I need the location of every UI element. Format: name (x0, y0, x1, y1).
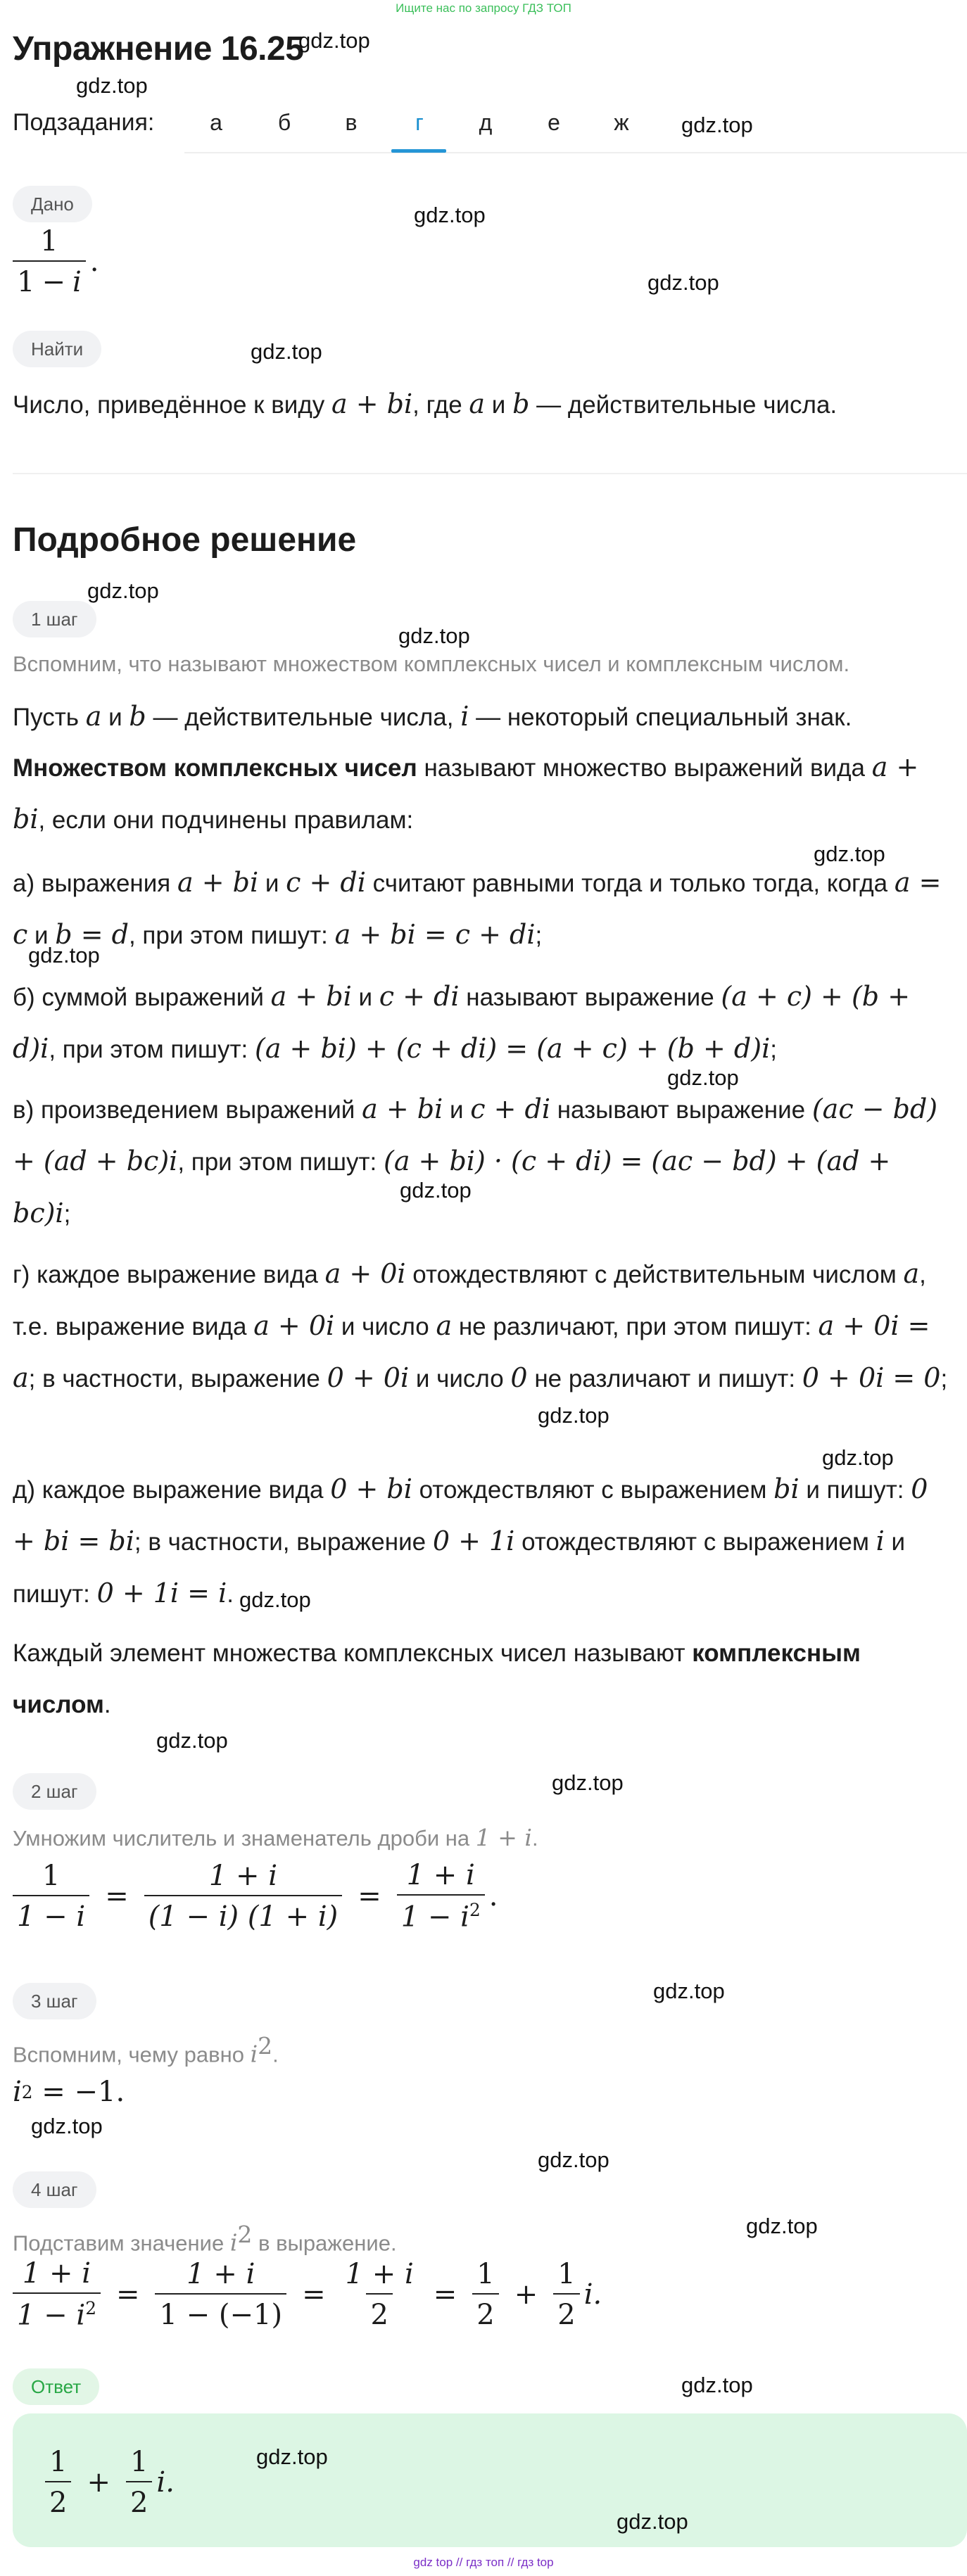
tab-zh[interactable]: ж (614, 110, 629, 135)
step1-p4 (13, 971, 956, 1075)
numerator: 1 + i (406, 1859, 475, 1891)
exponent: 2 (21, 2081, 33, 2102)
math: i (876, 1525, 885, 1556)
step1-p3 (13, 857, 956, 961)
text: . (227, 1580, 234, 1608)
step1-p6 (13, 1248, 956, 1404)
math: a + bi = c + di (334, 919, 536, 950)
base: i (13, 2076, 22, 2108)
text: и (485, 391, 513, 419)
denominator: 2 (126, 2481, 152, 2519)
watermark: gdz.top (617, 2509, 688, 2534)
math: a (436, 1310, 453, 1341)
numerator: 1 (557, 2257, 576, 2290)
text: — действительные числа, (146, 704, 461, 731)
text: , если они подчинены правилам: (38, 806, 414, 834)
text: . (531, 1826, 538, 1851)
text: отождествляют с выражением (412, 1476, 774, 1504)
watermark: gdz.top (667, 1065, 739, 1090)
text: ; (940, 1365, 948, 1392)
text: ; в частности, выражение (28, 1365, 327, 1392)
watermark: gdz.top (31, 2114, 103, 2138)
math: 0 + 1i = i (96, 1578, 227, 1609)
math: a + bi (177, 867, 259, 898)
math: 0 + 0i (327, 1362, 410, 1393)
tab-e[interactable]: е (548, 110, 560, 135)
factor: (1 − i) (148, 1900, 239, 1933)
watermark: gdz.top (28, 943, 100, 967)
step4-equation (13, 2257, 602, 2331)
math: bi (386, 388, 413, 419)
text: Число, приведённое к виду (13, 391, 332, 419)
text: и (351, 984, 379, 1011)
math: a + bi (362, 1093, 443, 1124)
math: 0 + 0i = 0 (802, 1362, 941, 1393)
math: i (460, 701, 469, 732)
watermark: gdz.top (398, 623, 470, 648)
step2-badge: 2 шаг (13, 1773, 96, 1810)
text: не различают и пишут: (527, 1365, 802, 1392)
text: и (443, 1096, 471, 1124)
numerator: 1 (129, 2446, 148, 2478)
text: — некоторый специальный знак. (469, 704, 852, 731)
denominator: 1 − i (13, 1895, 89, 1933)
watermark: gdz.top (538, 1403, 609, 1428)
math: a + bi (13, 751, 919, 835)
text: и (27, 922, 56, 949)
text: Каждый элемент множества комплексных чисел называют (13, 1639, 693, 1667)
equals-sign: = (433, 2278, 457, 2311)
math: a (331, 388, 348, 419)
exponent: 2 (258, 2032, 273, 2060)
bold-term: комплексным числом (13, 1639, 861, 1718)
text: Пусть (13, 704, 86, 731)
watermark: gdz.top (681, 113, 753, 137)
text: а) выражения (13, 870, 177, 897)
plus-sign: + (87, 2466, 110, 2499)
watermark: gdz.top (681, 2373, 753, 2397)
denominator: 1 − i (400, 1901, 469, 1934)
given-num: 1 (40, 225, 58, 258)
subtask-tabs (184, 97, 967, 153)
numerator: 1 + i (22, 2257, 91, 2290)
math: a + 0i = a (13, 1310, 930, 1393)
tab-v[interactable]: в (345, 110, 358, 135)
text: и пишут: (799, 1476, 911, 1504)
numerator: 1 + i (187, 2257, 255, 2290)
divider (13, 473, 967, 474)
math: a (903, 1258, 920, 1289)
text: не различают, при этом пишут: (452, 1313, 819, 1340)
exponent: 2 (469, 1900, 481, 1920)
denominator: 2 (472, 2293, 498, 2331)
text: . (103, 1691, 111, 1718)
text: в выражение. (252, 2231, 397, 2256)
given-expression (13, 225, 99, 298)
math: (a + c) + (b + d)i (13, 981, 911, 1064)
text: , т.е. выражение вида (13, 1261, 926, 1340)
math: (a + bi) · (c + di) = (ac − bd) + (ad + bc)i (13, 1146, 891, 1229)
math: c + di (379, 981, 460, 1012)
equals-sign: = (105, 1879, 129, 1912)
bold-term: Множеством комплексных чисел (13, 754, 417, 782)
step3-equation (13, 2076, 125, 2108)
math: c + di (286, 867, 366, 898)
text: считают равными тогда и только тогда, когда (365, 870, 895, 897)
numerator: 1 (42, 1859, 61, 1892)
math: a (85, 701, 102, 732)
math: a = c (13, 867, 942, 950)
math: bi (773, 1473, 799, 1504)
find-badge: Найти (13, 331, 101, 367)
math: i (250, 2040, 258, 2068)
watermark: gdz.top (256, 2444, 328, 2469)
equals-sign: = (302, 2278, 326, 2311)
watermark: gdz.top (746, 2214, 818, 2238)
math: (a + bi) + (c + di) = (a + c) + (b + d)i (255, 1033, 771, 1064)
imaginary-unit: i. (156, 2466, 175, 2499)
watermark: gdz.top (76, 73, 148, 98)
step3-hint (13, 2032, 279, 2067)
text: , где (412, 391, 469, 419)
numerator: 1 + i (208, 1859, 278, 1892)
step1-p1 (13, 691, 956, 743)
math: 0 + bi (330, 1473, 412, 1504)
math: (ac − bd) + (ad + bc)i (13, 1093, 938, 1176)
find-text (13, 379, 956, 431)
watermark: gdz.top (239, 1587, 311, 1612)
math: 0 + 1i (432, 1525, 515, 1556)
text: Подставим значение (13, 2231, 230, 2256)
text: называют множество выражений вида (417, 754, 872, 782)
step1-hint: Вспомним, что называют множеством комплексных чисел и комплексным числом. (13, 652, 850, 676)
answer-expression (45, 2446, 175, 2519)
step3-badge: 3 шаг (13, 1983, 96, 2019)
exponent: 2 (85, 2298, 96, 2318)
math: a + 0i (253, 1310, 335, 1341)
watermark: gdz.top (298, 28, 370, 53)
text: , при этом пишут: (177, 1148, 384, 1176)
step4-hint (13, 2221, 397, 2256)
answer-badge: Ответ (13, 2368, 99, 2405)
watermark: gdz.top (538, 2147, 609, 2172)
step1-badge: 1 шаг (13, 601, 96, 637)
watermark: gdz.top (251, 339, 322, 364)
text: — действительные числа. (529, 391, 838, 419)
text: отождествляют с выражением (514, 1528, 876, 1556)
text: и число (409, 1365, 511, 1392)
text: в) произведением выражений (13, 1096, 362, 1124)
text: и (258, 870, 286, 897)
step4-badge: 4 шаг (13, 2171, 96, 2208)
denominator: 1 − i (17, 2299, 86, 2332)
text: ; в частности, выражение (134, 1528, 433, 1556)
solution-title: Подробное решение (13, 521, 357, 559)
math: i (229, 2228, 238, 2257)
denominator: 2 (366, 2293, 392, 2331)
page-title: Упражнение 16.25 (13, 30, 304, 68)
text: б) суммой выражений (13, 984, 271, 1011)
text: , при этом пишут: (128, 922, 335, 949)
math: b (512, 388, 530, 419)
text: ; (63, 1200, 71, 1228)
equals-sign: = (115, 2278, 140, 2311)
numerator: 1 + i (345, 2257, 414, 2290)
plus-sign: + (514, 2278, 538, 2311)
watermark: gdz.top (552, 1770, 624, 1795)
exponent: 2 (237, 2221, 253, 2248)
tab-a[interactable]: а (210, 110, 222, 135)
imaginary-unit: i. (583, 2278, 602, 2311)
math: + (347, 388, 387, 419)
watermark: gdz.top (400, 1178, 472, 1203)
denominator: 2 (553, 2293, 579, 2331)
text: называют выражение (459, 984, 721, 1011)
equation-rest: = −1. (32, 2076, 125, 2108)
tab-b[interactable]: б (277, 110, 291, 135)
text: г) каждое выражение вида (13, 1261, 325, 1288)
text: отождествляют с действительным числом (405, 1261, 904, 1288)
step1-p8 (13, 1628, 956, 1730)
given-den-b: i (72, 266, 82, 298)
step1-p2 (13, 742, 956, 846)
tab-d[interactable]: д (479, 110, 493, 135)
given-den-a: 1 (17, 266, 35, 298)
math: a + 0i (324, 1258, 406, 1289)
watermark: gdz.top (156, 1728, 228, 1753)
math: c + di (470, 1093, 550, 1124)
step1-p5 (13, 1084, 956, 1240)
watermark: gdz.top (414, 203, 486, 227)
math: a (469, 388, 486, 419)
active-tab-indicator (391, 149, 446, 153)
watermark: gdz.top (653, 1979, 725, 2003)
watermark: gdz.top (822, 1445, 894, 1470)
step1-p7 (13, 1464, 956, 1620)
text: и (101, 704, 129, 731)
math: 0 + bi = bi (13, 1473, 928, 1556)
numerator: 1 (476, 2257, 495, 2290)
top-hint[interactable]: Ищите нас по запросу ГДЗ ТОП (396, 1, 571, 15)
given-tail: . (89, 246, 99, 278)
subtasks-label: Подзадания: (13, 109, 155, 136)
math: a + bi (270, 981, 352, 1012)
text: и пишут: (13, 1528, 906, 1608)
text: называют выражение (550, 1096, 812, 1124)
equals-sign: = (358, 1879, 381, 1912)
watermark: gdz.top (87, 578, 159, 603)
given-badge: Дано (13, 186, 92, 222)
watermark: gdz.top (647, 270, 719, 295)
text: д) каждое выражение вида (13, 1476, 331, 1504)
watermark: gdz.top (814, 842, 885, 866)
text: и число (334, 1313, 436, 1340)
numerator: 1 (49, 2446, 68, 2478)
step2-hint (13, 1824, 538, 1851)
math: b = d (55, 919, 129, 950)
text: ; (535, 922, 543, 949)
period: . (488, 1879, 498, 1912)
math: 1 + i (475, 1824, 532, 1851)
text: , при этом пишут: (49, 1036, 255, 1063)
text: Умножим числитель и знаменатель дроби на (13, 1826, 476, 1851)
text: ; (770, 1036, 777, 1063)
tab-g[interactable]: г (415, 110, 424, 135)
text: Вспомним, чему равно (13, 2042, 251, 2067)
denominator: 2 (45, 2481, 71, 2519)
given-den-op: − (42, 266, 65, 298)
step2-equation (13, 1859, 498, 1933)
math: b (129, 701, 146, 732)
denominator: 1 − (−1) (155, 2293, 286, 2331)
factor: (1 + i) (247, 1900, 339, 1933)
text: . (272, 2042, 279, 2067)
footer-links[interactable]: gdz top // гдз топ // гдз top (413, 2556, 554, 2569)
math: 0 (510, 1362, 528, 1393)
